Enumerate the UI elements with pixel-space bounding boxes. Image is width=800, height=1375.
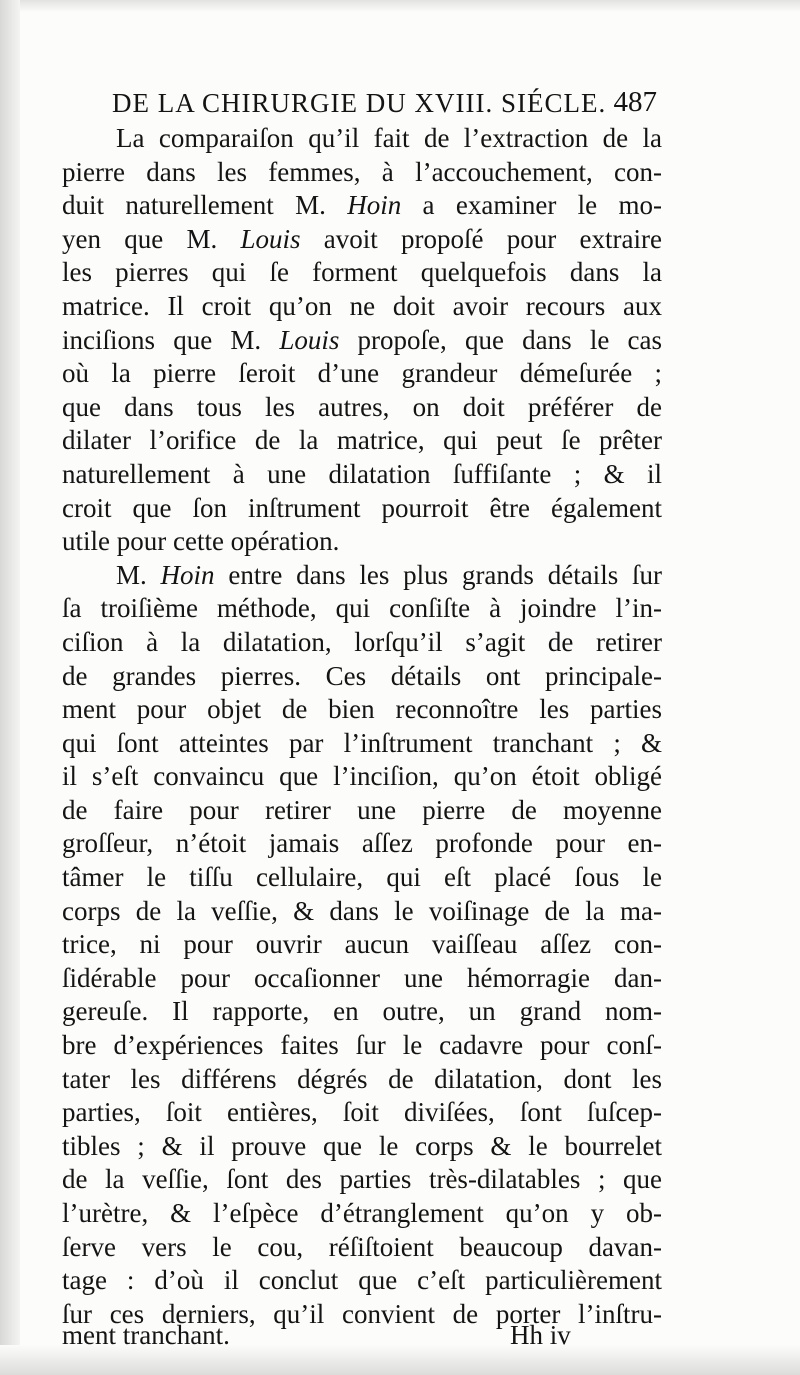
text-run: avoit propoſé pour extraire [300,223,662,254]
text-run: les pierres qui ſe forment quelquefois dans la [62,257,662,288]
text-run: de grandes pierres. Ces détails ont principale- [62,660,662,691]
text-run: pierre dans les femmes, à l’accouchement, con- [62,156,662,187]
page-top-shadow [0,0,800,12]
italic-name: Hoin [347,190,402,221]
text-run: ciſion à la dilatation, lorſqu’il s’agit de retirer [62,626,662,657]
text-run: où la pierre ſeroit d’une grandeur démeſurée ; [62,358,662,389]
text-run: La comparaiſon qu’il fait de l’extraction de la [116,123,662,153]
text-line [62,693,662,727]
page-footer [62,1318,662,1352]
text-line [62,794,662,828]
text-run: qui ſont atteintes par l’inſtrument tranchant ; & [62,727,662,758]
text-line [62,559,662,593]
text-run: gereuſe. Il rapporte, en outre, un grand nom- [62,996,662,1027]
text-run: trice, ni pour ouvrir aucun vaiſſeau aſſez con- [62,929,662,960]
text-run: propoſe, que dans le cas [339,324,662,355]
text-line [62,660,662,694]
text-line [62,156,662,190]
text-line [62,1096,662,1130]
text-run: ſur ces derniers, qu’il convient de porter l’inſtru- [62,1298,662,1329]
text-line [62,458,662,492]
text-line [62,962,662,996]
text-run: tage : d’où il conclut que c’eſt particulièrement [62,1265,662,1296]
text-run: groſſeur, n’étoit jamais aſſez profonde pour en- [62,828,662,859]
text-run: tâmer le tiſſu cellulaire, qui eſt placé ſous le [62,862,662,893]
text-line [62,525,662,559]
text-run: ſerve vers le cou, réſiſtoient beaucoup davan- [62,1231,662,1262]
text-run: corps de la veſſie, & dans le voiſinage de la ma- [62,895,662,926]
text-line [62,861,662,895]
page-number: 487 [613,86,657,118]
text-run: duit naturellement M. [62,190,348,221]
text-run: utile pour cette opération. [62,526,340,557]
page-gutter-shadow [0,0,20,1375]
text-line [62,1264,662,1298]
text-run: M. [116,559,161,590]
text-line [62,727,662,761]
text-run: yen que M. [62,223,241,254]
text-line [62,626,662,660]
text-line [62,290,662,324]
text-line [62,895,662,929]
text-line [62,492,662,526]
text-run: que dans tous les autres, on doit préférer de [62,391,662,422]
final-line: ment tranchant. [62,1320,230,1350]
text-run: bre d’expériences faites ſur le cadavre pour conſ- [62,1030,662,1061]
text-line [62,827,662,861]
text-run: l’urètre, & l’eſpèce d’étranglement qu’on y ob- [62,1198,662,1228]
text-run: inciſions que M. [62,324,280,355]
page-header [112,86,657,126]
italic-name: Hoin [160,559,215,590]
text-run: matrice. Il croit qu’on ne doit avoir recours aux [62,290,662,321]
running-head: DE LA CHIRURGIE DU XVIII. SIÉCLE. [112,88,607,118]
text-line [62,324,662,358]
text-run: croit que ſon inſtrument pourroit être également [62,492,662,523]
text-line [62,424,662,458]
text-run: dilater l’orifice de la matrice, qui peut ſe prêter [62,425,662,456]
signature-mark: Hh iv [510,1320,571,1350]
text-run: tater les différens dégrés de dilatation, dont les [62,1063,662,1094]
text-line [62,256,662,290]
text-line [62,1029,662,1063]
text-line [62,122,662,156]
text-run: ſidérable pour occaſionner une hémorragie dan- [62,962,662,993]
text-line [62,1197,662,1231]
text-line [62,357,662,391]
text-run: il s’eſt convaincu que l’inciſion, qu’on étoit obligé [62,761,662,792]
text-run: de faire pour retirer une pierre de moyenne [62,794,662,825]
text-line [62,1063,662,1097]
text-line [62,1231,662,1265]
text-run: de la veſſie, ſont des parties très-dilatables ; que [62,1164,662,1195]
text-line [62,760,662,794]
text-line [62,223,662,257]
text-run: parties, ſoit entières, ſoit diviſées, ſont ſuſcep- [62,1097,662,1128]
text-run: naturellement à une dilatation ſuffiſante ; & il [62,458,662,489]
italic-name: Louis [279,324,340,355]
text-line [62,592,662,626]
text-run: ment pour objet de bien reconnoître les parties [62,694,662,725]
text-line [62,1163,662,1197]
text-run: entre dans les plus grands détails ſur [214,559,662,590]
text-line [62,189,662,223]
body-text [62,122,662,1331]
text-run: a examiner le mo- [401,190,662,221]
text-line [62,1130,662,1164]
paragraph [62,122,662,559]
text-line [62,391,662,425]
text-line [62,995,662,1029]
text-line [62,928,662,962]
italic-name: Louis [240,223,301,254]
text-run: tibles ; & il prouve que le corps & le bourrelet [62,1130,662,1161]
paragraph [62,559,662,1332]
text-run: ſa troiſième méthode, qui conſiſte à joindre l’in- [62,593,662,624]
